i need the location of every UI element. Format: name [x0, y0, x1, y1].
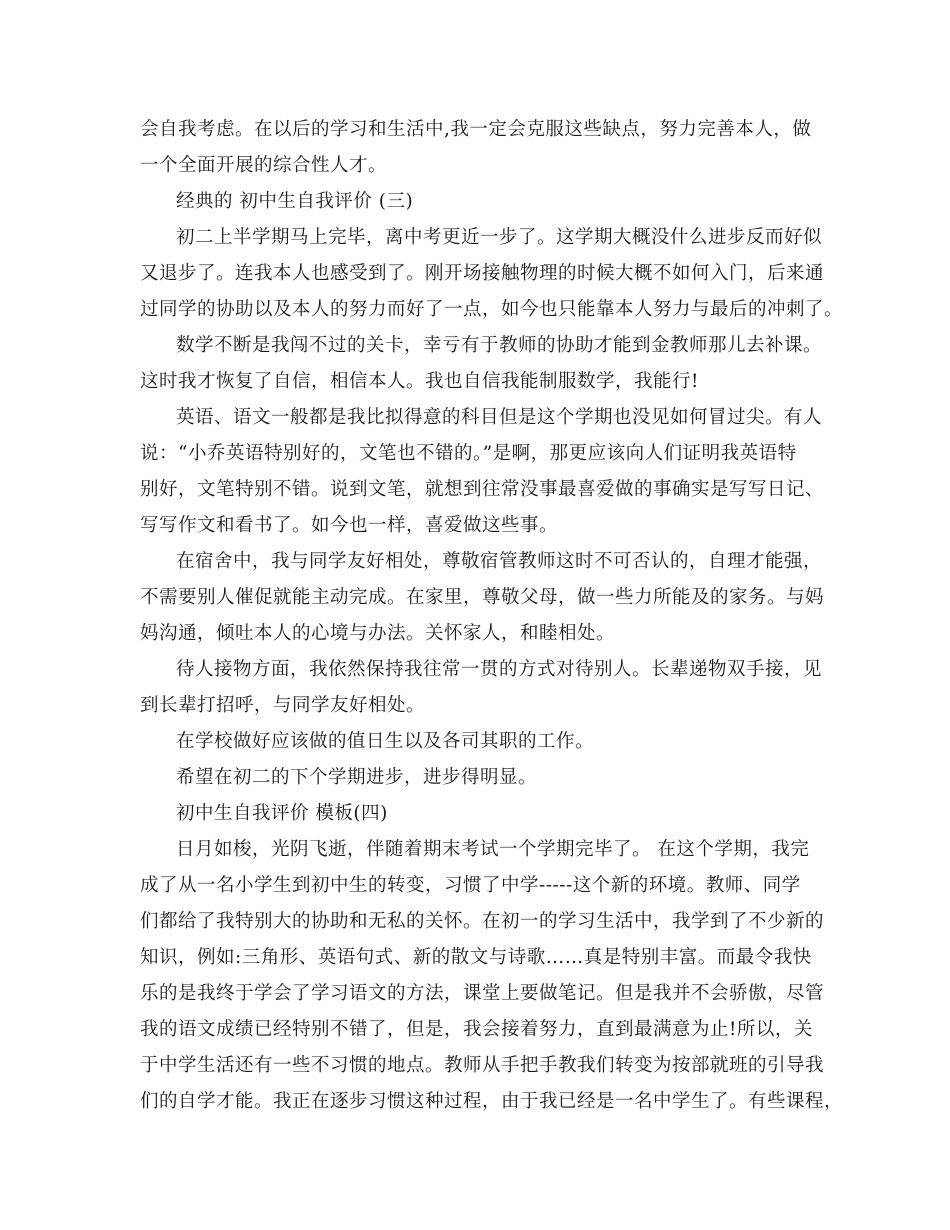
section-heading: 初中生自我评价 模板(四) [176, 803, 388, 824]
paragraph-first-line: 在宿舍中，我与同学友好相处，尊敬宿管教师这时不可否认的，自理才能强， [176, 551, 823, 572]
section-heading: 经典的 初中生自我评价 (三) [176, 191, 414, 212]
paragraph-first-line: 希望在初二的下个学期进步，进步得明显。 [176, 767, 538, 788]
text-line: 们都给了我特别大的协助和无私的关怀。在初一的学习生活中，我学到了不少新的 [140, 911, 825, 932]
text-line: 会自我考虑。在以后的学习和生活中,我一定会克服这些缺点，努力完善本人，做 [140, 119, 812, 140]
text-line: 成了从一名小学生到初中生的转变，习惯了中学-----这个新的环境。教师、同学 [140, 875, 801, 896]
text-line: 于中学生活还有一些不习惯的地点。教师从手把手教我们转变为按部就班的引导我 [140, 1055, 825, 1076]
text-line: 说：“小乔英语特别好的，文笔也不错的。”是啊，那更应该向人们证明我英语特 [140, 443, 797, 464]
text-line: 到长辈打招呼，与同学友好相处。 [140, 695, 426, 716]
paragraph-first-line: 数学不断是我闯不过的关卡，幸亏有于教师的协助才能到金教师那儿去补课。 [176, 335, 823, 356]
paragraph-first-line: 日月如梭，光阴飞逝，伴随着期末考试一个学期完毕了。 在这个学期，我完 [176, 839, 810, 860]
text-line: 别好，文笔特别不错。说到文笔，就想到往常没事最喜爱做的事确实是写写日记、 [140, 479, 825, 500]
text-line: 写写作文和看书了。如今也一样，喜爱做这些事。 [140, 515, 559, 536]
text-line: 过同学的协助以及本人的努力而好了一点，如今也只能靠本人努力与最后的冲刺了。 [140, 299, 844, 320]
text-line: 我的语文成绩已经特别不错了，但是，我会接着努力，直到最满意为止!所以，关 [140, 1019, 813, 1040]
text-line: 不需要别人催促就能主动完成。在家里，尊敬父母，做一些力所能及的家务。与妈 [140, 587, 825, 608]
text-line: 又退步了。连我本人也感受到了。刚开场接触物理的时候大概不如何入门，后来通 [140, 263, 825, 284]
text-line: 知识，例如:三角形、英语句式、新的散文与诗歌……真是特别丰富。而最令我快 [140, 947, 812, 968]
text-line: 们的自学才能。我正在逐步习惯这种过程，由于我已经是一名中学生了。有些课程， [140, 1091, 844, 1112]
paragraph-first-line: 初二上半学期马上完毕，离中考更近一步了。这学期大概没什么进步反而好似 [176, 227, 823, 248]
text-line: 这时我才恢复了自信，相信本人。我也自信我能制服数学，我能行! [140, 371, 699, 392]
text-line: 乐的是我终于学会了学习语文的方法，课堂上要做笔记。但是我并不会骄傲，尽管 [140, 983, 825, 1004]
paragraph-first-line: 待人接物方面，我依然保持我往常一贯的方式对待别人。长辈递物双手接，见 [176, 659, 823, 680]
document-body [140, 112, 844, 1120]
paragraph-first-line: 英语、语文一般都是我比拟得意的科目但是这个学期也没见如何冒过尖。有人 [176, 407, 823, 428]
text-line: 一个全面开展的综合性人才。 [140, 155, 388, 176]
text-line: 妈沟通，倾吐本人的心境与办法。关怀家人，和睦相处。 [140, 623, 616, 644]
paragraph-first-line: 在学校做好应该做的值日生以及各司其职的工作。 [176, 731, 595, 752]
